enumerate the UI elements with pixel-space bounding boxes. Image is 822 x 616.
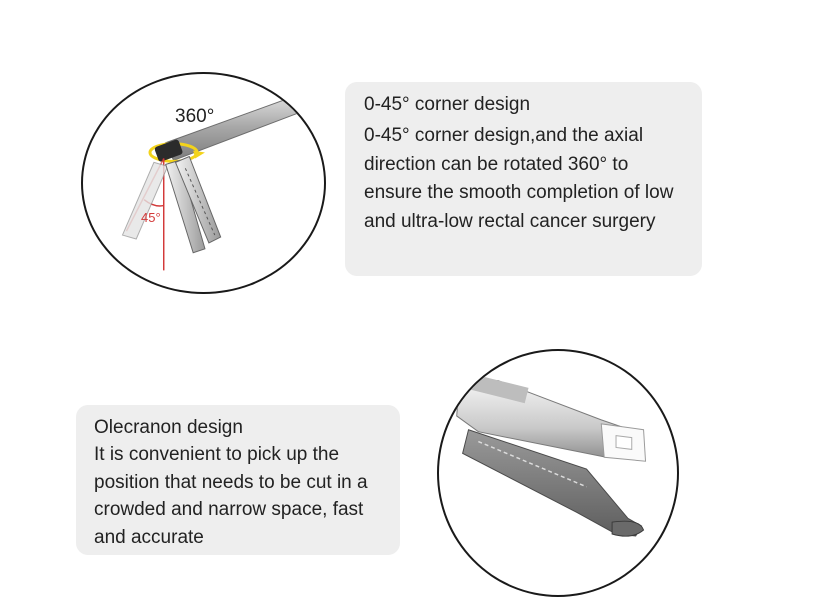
olecranon-design-title: Olecranon design: [94, 417, 243, 438]
olecranon-design-card: [76, 405, 400, 555]
corner-angle-label: 45°: [141, 210, 161, 225]
stapler-jaw-illustration: [439, 351, 677, 595]
rotation-angle-label: 360°: [175, 106, 215, 127]
corner-design-description: 0-45° corner design,and the axial direction can be rotated 360° to ensure the smooth completion of low and ultra-low rectal cancer surgery: [364, 125, 674, 232]
corner-design-title: 0-45° corner design: [364, 94, 531, 115]
corner-design-card: [345, 82, 702, 276]
articulation-illustration: [81, 72, 326, 294]
olecranon-design-description: It is convenient to pick up the position that needs to be cut in a crowded and narrow space, fast and accurate: [94, 444, 368, 548]
olecranon-illustration: [437, 349, 679, 597]
